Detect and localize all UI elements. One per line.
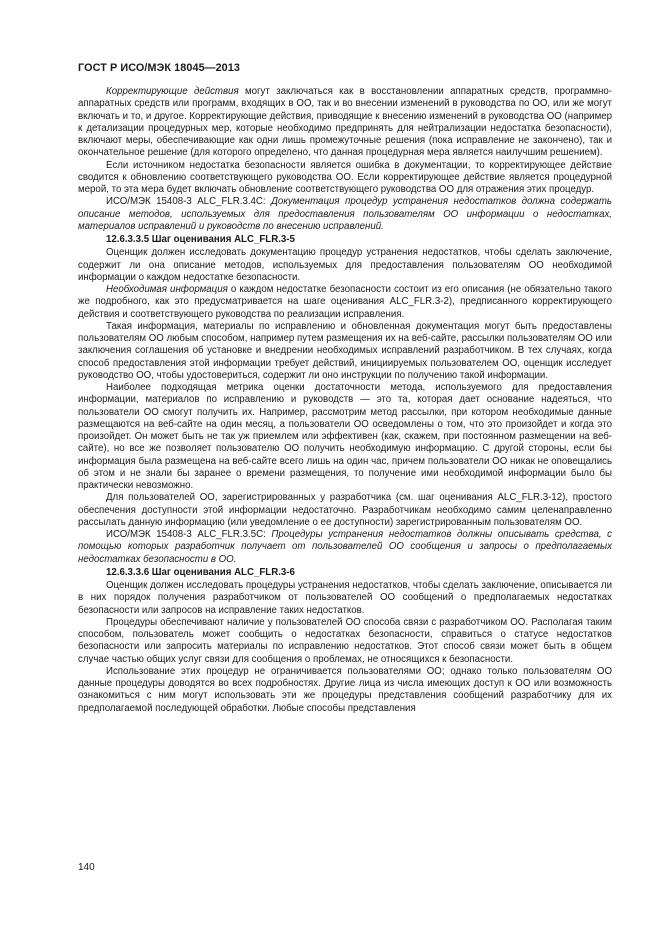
paragraph: Для пользователей ОО, зарегистрированных у разработчика (см. шаг оценивания ALC_FLR.3-12), простого обеспечения доступности этой информации недостаточно. Разработчикам необходимо самим целенаправленно рассылать данную информацию (или уведомление о ее доступности) зарегистрированным пользователям ОО.: [78, 492, 612, 528]
section-heading: 12.6.3.3.6 Шаг оценивания ALC_FLR.3-6: [106, 566, 295, 578]
paragraph: Процедуры обеспечивают наличие у пользователей ОО способа связи с разработчиком ОО. Располагая таким способом, пользователь может сообщить о недостатках безопасности, справиться о статусе недостатков безопасности или запросить материалы по исправлению недостатков. Этот способ связи может быть в общем случае частью общих услуг связи для сообщения о проблемах, не относящихся к безопасности.: [78, 616, 612, 665]
document-body: [78, 86, 612, 715]
italic-term: Корректирующие действия: [106, 86, 239, 97]
paragraph: Такая информация, материалы по исправлению и обновленная документация могут быть предоставлены пользователям ОО любым способом, например путем размещения их на веб-сайте, рассылки пользователям ОО или заключения соглашения об установке и внедрении необходимых исправлений разработчиком. В тех случаях, когда способ предоставления этой информации требует действий, инициируемых пользователем ОО, оценщик исследует руководство ОО, чтобы удостовериться, содержит ли оно инструкции по получению такой информации.: [78, 320, 612, 381]
requirement-text: Документация процедур устранения недостатков должна содержать описание методов, используемых для предоставления пользователям ОО информации о недостатках, материалов исправлений и руководств по внесению исправлений.: [78, 196, 613, 232]
paragraph: Если источником недостатка безопасности является ошибка в документации, то корректирующее действие сводится к обновлению соответствующего руководства ОО. Если корректирующее действие является процедурной мерой, то эта мера будет включать обновление соответствующего руководства ОО для отражения этих процедур.: [78, 159, 612, 195]
requirement-paragraph: ИСО/МЭК 15408-3 ALC_FLR.3.5C: Процедуры устранения недостатков должны описывать средства, с помощью которых разработчик получает от пользователей ОО сообщения и запросы о предполагаемых недостатках безопасности в ОО.: [78, 529, 612, 565]
page-number: 140: [78, 862, 95, 873]
italic-term: Необходимая информация: [106, 284, 228, 295]
paragraph: Оценщик должен исследовать документацию процедур устранения недостатков, чтобы сделать заключение, содержит ли она описание методов, используемых для предоставления пользователям ОО необходимой информации о каждом недостатке безопасности.: [78, 247, 612, 283]
paragraph: Корректирующие действия могут заключаться как в восстановлении аппаратных средств, программно-аппаратных средств или программ, входящих в ОО, так и во внесении изменений в руководства по ОО, или же могут включать и то, и другое. Корректирующие действия, приводящие к внесению изменений в руководства ОО (например к детализации процедурных мер, которые необходимо предпринять для нейтрализации недостатка безопасности), включают меры, обеспечивающие как одни лишь промежуточные решения (пока исправление не закончено), так и окончательное решение (для которого определено, что данная процедурная мера является наилучшим решением).: [78, 86, 612, 159]
paragraph: Необходимая информация о каждом недостатке безопасности состоит из его описания (не обязательно такого же подробного, как это предусматривается на шаге оценивания ALC_FLR.3-2), предписанного корректирующего действия и соответствующего руководства по реализации исправления.: [78, 284, 612, 320]
requirement-text: Процедуры устранения недостатков должны описывать средства, с помощью которых разработчик получает от пользователей ОО сообщения и запросы о предполагаемых недостатках безопасности в ОО.: [78, 529, 612, 565]
paragraph: Оценщик должен исследовать процедуры устранения недостатков, чтобы сделать заключение, описывается ли в них порядок получения разработчиком от пользователей ОО сообщений о предполагаемых недостатках безопасности или запросов на исправление таких недостатков.: [78, 580, 612, 616]
section-heading: 12.6.3.3.5 Шаг оценивания ALC_FLR.3-5: [106, 234, 295, 245]
paragraph: Использование этих процедур не ограничивается пользователями ОО; однако только пользователям ОО данные процедуры доводятся во всех подробностях. Другие лица из числа имеющих доступ к ОО или возможность ознакомиться с ним могут использовать эти же процедуры представления сообщений разработчику для их предполагаемой последующей обработки. Любые способы представления: [78, 665, 612, 714]
paragraph: Наиболее подходящая метрика оценки достаточности метода, используемого для предоставления информации, материалов по исправлению и руководств — это та, которая дает основание надеяться, что пользователи ОО смогут получить их. Например, рассмотрим метод рассылки, при котором необходимые данные размещаются на веб-сайте на один месяц, а пользователи ОО осведомлены о том, что это произойдет и когда это произойдет. Он может быть не так уж приемлем или эффективен (как, скажем, при постоянном размещении на веб-сайте), но все же позволяет пользователю ОО получить необходимую информацию. С другой стороны, если бы информация была размещена на веб-сайте всего лишь на один час, причем пользователи ОО никак не оповещались об этом и не знали бы заранее о времени размещения, то получение ими необходимой информации было бы практически невозможно.: [78, 382, 612, 491]
page-header-title: ГОСТ Р ИСО/МЭК 18045—2013: [78, 62, 240, 74]
requirement-paragraph: ИСО/МЭК 15408-3 ALC_FLR.3.4C: Документация процедур устранения недостатков должна содержать описание методов, используемых для предоставления пользователям ОО информации о недостатках, материалов исправлений и руководств по внесению исправлений.: [78, 196, 613, 232]
